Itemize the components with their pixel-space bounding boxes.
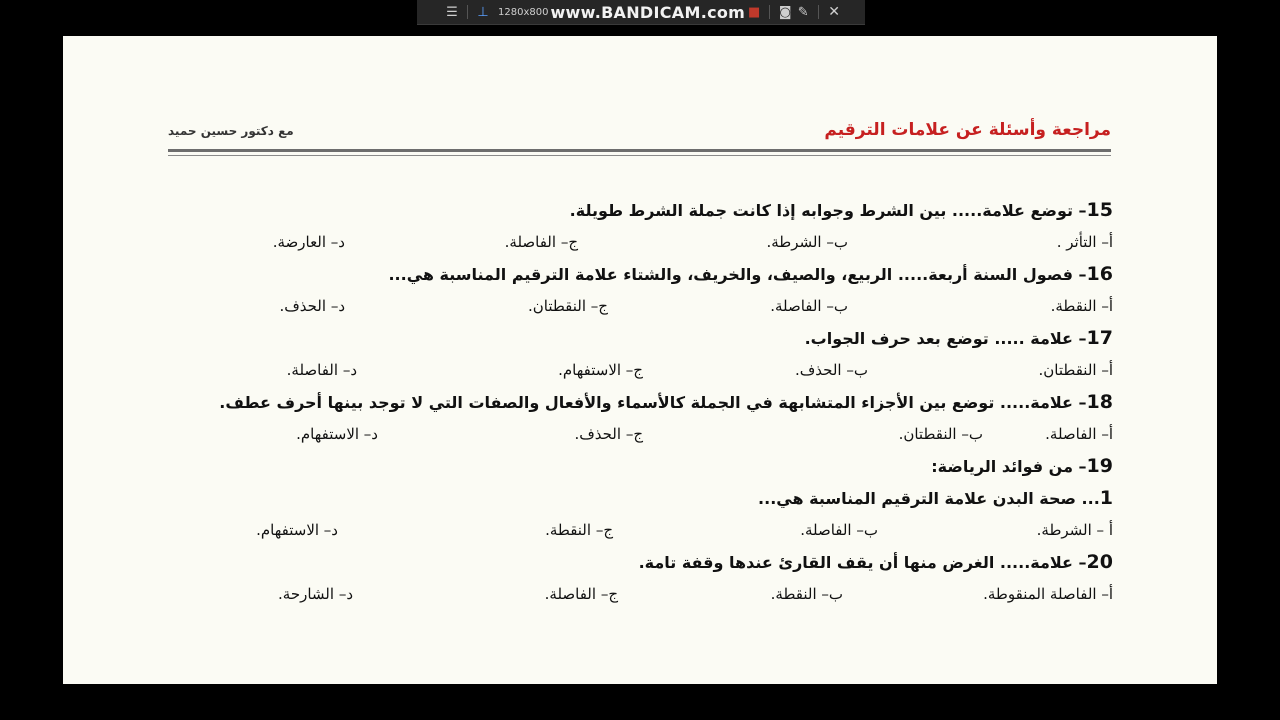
sub-question-number: 1	[1099, 487, 1113, 509]
option-d: د– العارضة.	[272, 233, 345, 251]
document-title: مراجعة وأسئلة عن علامات الترقيم	[824, 120, 1111, 140]
option-c: ج– الاستفهام.	[558, 361, 643, 379]
document-header	[168, 120, 1111, 150]
option-b: ب– النقطتان.	[898, 425, 983, 443]
options-19	[168, 514, 1113, 546]
option-c: ج– الفاصلة.	[504, 233, 578, 251]
question-text: – فصول السنة أربعة..... الربيع، والصيف، والخريف، والشتاء علامة الترقيم المناسبة هي...	[388, 265, 1087, 284]
menu-icon[interactable]: ☰	[446, 4, 458, 20]
question-text: – علامة ..... توضع بعد حرف الجواب.	[804, 329, 1087, 348]
toolbar-divider	[467, 5, 468, 19]
option-b: ب– الحذف.	[794, 361, 868, 379]
question-number: 20	[1086, 551, 1113, 573]
close-icon[interactable]: ✕	[828, 4, 841, 20]
question-20	[168, 546, 1113, 578]
option-a: أ– الفاصلة.	[1045, 425, 1113, 443]
recorder-toolbar	[417, 0, 865, 25]
options-18	[168, 418, 1113, 450]
option-a: أ– التأثر .	[1056, 233, 1113, 251]
option-c: ج– الحذف.	[574, 425, 643, 443]
header-rule-thick	[168, 149, 1111, 152]
options-17	[168, 354, 1113, 386]
options-16	[168, 290, 1113, 322]
question-number: 17	[1086, 327, 1113, 349]
camera-icon[interactable]: ◙	[778, 4, 792, 20]
option-a: أ– النقطتان.	[1038, 361, 1113, 379]
options-15	[168, 226, 1113, 258]
option-d: د– الاستفهام.	[256, 521, 338, 539]
sub-question-text: ... صحة البدن علامة الترقيم المناسبة هي...	[758, 489, 1100, 508]
option-d: د– الاستفهام.	[296, 425, 378, 443]
question-17	[168, 322, 1113, 354]
questions-list	[168, 194, 1113, 610]
pin-icon[interactable]: ⊥	[477, 4, 489, 20]
question-15	[168, 194, 1113, 226]
option-d: د– الحذف.	[279, 297, 345, 315]
question-19	[168, 450, 1113, 482]
question-text: – توضع علامة..... بين الشرط وجوابه إذا كانت جملة الشرط طويلة.	[569, 201, 1087, 220]
options-20	[168, 578, 1113, 610]
header-rule-thin	[168, 155, 1111, 156]
option-d: د– الفاصلة.	[286, 361, 357, 379]
pencil-icon[interactable]: ✎	[797, 4, 809, 20]
question-number: 18	[1086, 391, 1113, 413]
option-a: أ– الفاصلة المنقوطة.	[983, 585, 1113, 603]
document-page	[63, 36, 1217, 684]
option-b: ب– الشرطة.	[766, 233, 848, 251]
question-number: 16	[1086, 263, 1113, 285]
option-b: ب– النقطة.	[770, 585, 843, 603]
option-c: ج– النقطتان.	[528, 297, 608, 315]
question-number: 15	[1086, 199, 1113, 221]
question-18	[168, 386, 1113, 418]
question-16	[168, 258, 1113, 290]
option-b: ب– الفاصلة.	[770, 297, 848, 315]
toolbar-divider	[818, 5, 819, 19]
bandicam-watermark: www.BANDICAM.com	[550, 2, 746, 22]
resolution-label: 1280x800	[498, 6, 549, 18]
option-b: ب– الفاصلة.	[800, 521, 878, 539]
toolbar-divider	[769, 5, 770, 19]
question-19-sub-1	[168, 482, 1113, 514]
option-d: د– الشارحة.	[278, 585, 353, 603]
option-c: ج– الفاصلة.	[544, 585, 618, 603]
option-a: أ – الشرطة.	[1036, 521, 1113, 539]
question-text: – علامة..... توضع بين الأجزاء المتشابهة في الجملة كالأسماء والأفعال والصفات التي لا توجد بينها أحرف عطف.	[219, 393, 1087, 412]
question-text: – علامة..... الغرض منها أن يقف القارئ عندها وقفة تامة.	[638, 553, 1087, 572]
option-a: أ– النقطة.	[1050, 297, 1113, 315]
question-number: 19	[1086, 455, 1113, 477]
option-c: ج– النقطة.	[545, 521, 613, 539]
question-text: – من فوائد الرياضة:	[931, 457, 1087, 476]
document-author: مع دكتور حسين حميد	[168, 124, 294, 138]
record-indicator-icon: ■	[748, 4, 761, 20]
